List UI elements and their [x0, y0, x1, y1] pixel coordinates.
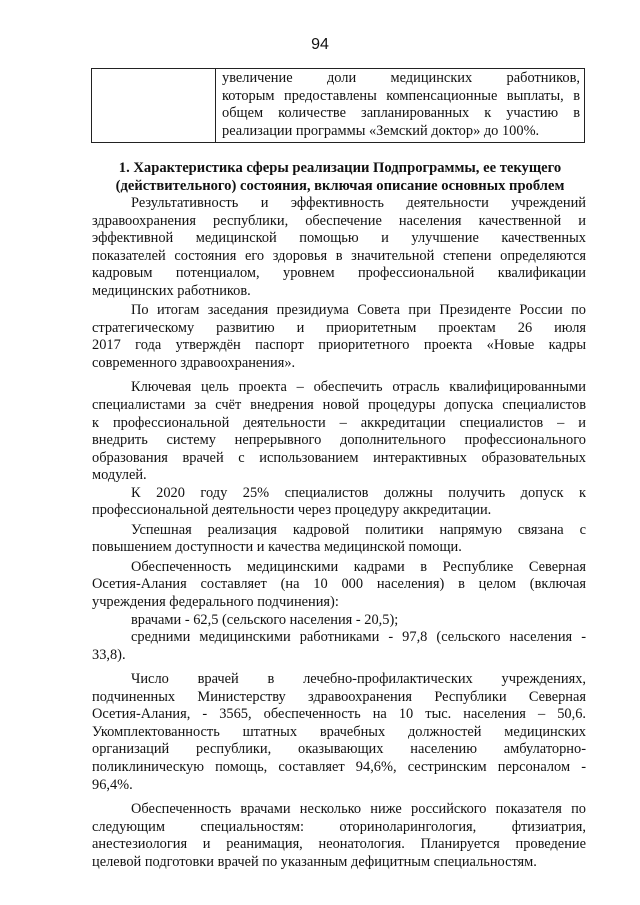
body-text	[92, 195, 586, 871]
paragraph-line: модулей.	[92, 467, 147, 484]
paragraph-line: повышением доступности и качества медицинской помощи.	[92, 539, 462, 556]
paragraph-line: учреждения федерального подчинения):	[92, 594, 339, 611]
table-line: увеличение доли медицинских работников,	[222, 70, 580, 86]
paragraph-line: Осетия-Алания составляет (на 10 000 населения) в целом (включая	[92, 576, 586, 593]
paragraph-line: средними медицинскими работниками - 97,8 (сельского населения -	[131, 629, 586, 646]
paragraph-line: показателей состояния его здоровья в значительной степени определяются	[92, 247, 586, 264]
paragraph-line: Число врачей в лечебно-профилактических учреждениях,	[131, 671, 586, 688]
heading-line: 1. Характеристика сферы реализации Подпрограммы, ее текущего	[118, 160, 562, 176]
paragraph-line: профессиональной деятельности через процедуру аккредитации.	[92, 502, 492, 519]
paragraph-line: врачами - 62,5 (сельского населения - 20,5);	[131, 611, 399, 628]
paragraph-line: медицинских работников.	[92, 282, 251, 299]
paragraph-line: внедрить систему непрерывного дополнительного профессионального	[92, 432, 586, 449]
paragraph-line: 96,4%.	[92, 776, 133, 793]
paragraph-line: Укомплектованность штатных врачебных должностей медицинских	[92, 723, 586, 740]
paragraph-line: 33,8).	[92, 646, 126, 663]
heading-line: (действительного) состояния, включая описание основных проблем	[115, 177, 565, 194]
paragraph-line: Ключевая цель проекта – обеспечить отрасль квалифицированными	[131, 379, 586, 396]
paragraph-line: кадровым потенциалом, уровнем профессиональной квалификации	[92, 265, 586, 282]
paragraph-line: организаций республики, оказывающих населению амбулаторно-	[92, 741, 586, 758]
paragraph-line: анестезиология и реанимация, неонатология. Планируется проведение	[92, 836, 586, 853]
paragraph-line: здравоохранения республики, обеспечение населения качественной и	[92, 212, 586, 229]
section-heading	[92, 160, 588, 195]
table-line: общем количестве запланированных к участию в	[222, 105, 580, 121]
paragraph-line: специалистами за счёт внедрения новой процедуры допуска специалистов	[92, 397, 586, 414]
paragraph-line: эффективной медицинской помощью и улучшение качественных	[92, 230, 586, 247]
paragraph-line: 2017 года утверждён паспорт приоритетного проекта «Новые кадры	[92, 337, 586, 354]
paragraph-line: современного здравоохранения».	[92, 354, 296, 371]
table-cell-empty	[92, 69, 216, 143]
continuation-table	[91, 68, 585, 143]
paragraph-line: следующим специальностям: оториноларингология, фтизиатрия,	[92, 818, 586, 835]
table-line: реализации программы «Земский доктор» до 100%.	[222, 122, 540, 139]
paragraph-line: Результативность и эффективность деятельности учреждений	[131, 195, 586, 211]
table-row	[92, 69, 585, 143]
paragraph-line: Осетия-Алания, - 3565, обеспеченность на 10 тыс. населения – 50,6.	[92, 706, 586, 723]
paragraph-line: К 2020 году 25% специалистов должны получить допуск к	[131, 484, 586, 501]
table-line: которым предоставлены компенсационные выплаты, в	[222, 87, 580, 104]
paragraph-line: Обеспеченность врачами несколько ниже российского показателя по	[131, 801, 586, 818]
paragraph-line: к профессиональной деятельности – аккредитации специалистов – и	[92, 414, 586, 431]
table-cell-text	[216, 69, 585, 143]
paragraph-line: стратегическому развитию и приоритетным проектам 26 июля	[92, 319, 586, 336]
paragraph-line: образования врачей с использованием интерактивных образовательных	[92, 449, 586, 466]
paragraph-line: целевой подготовки врачей по указанным дефицитным специальностям.	[92, 853, 537, 870]
paragraph-line: поликлиническую помощь, составляет 94,6%, сестринским персоналом -	[92, 758, 586, 775]
page-number: 94	[311, 36, 329, 53]
paragraph-line: Успешная реализация кадровой политики напрямую связана с	[131, 521, 586, 538]
paragraph-line: подчиненных Министерству здравоохранения Республики Северная	[92, 688, 586, 705]
paragraph-line: Обеспеченность медицинскими кадрами в Республике Северная	[131, 558, 586, 575]
paragraph-line: По итогам заседания президиума Совета при Президенте России по	[131, 302, 586, 319]
